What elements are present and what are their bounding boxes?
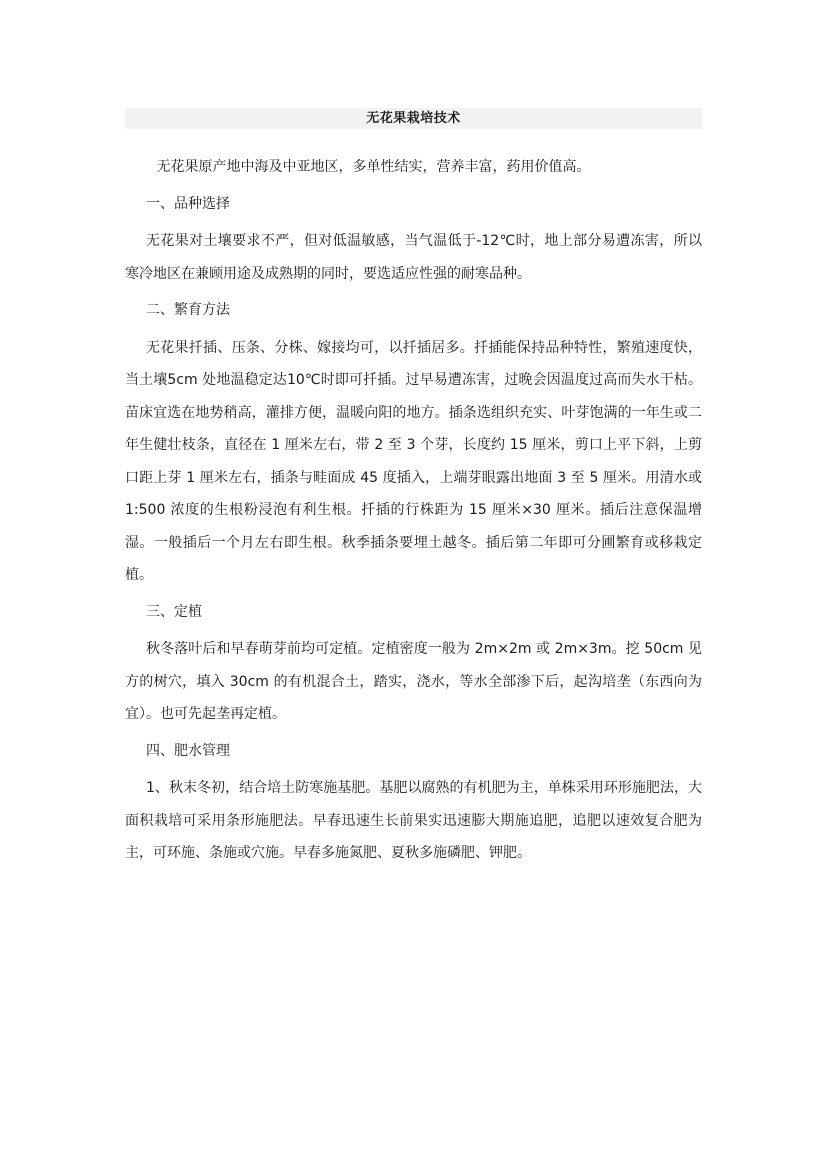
section-planting [125,596,702,731]
section-fertilizer-water [125,735,702,870]
document-title: 无花果栽培技术 [125,108,702,129]
section-heading: 二、繁育方法 [146,302,230,318]
section-paragraph: 无花果对土壤要求不严，但对低温敏感，当气温低于-12℃时，地上部分易遭冻害，所以寒冷地区在兼顾用途及成熟期的同时，要选适应性强的耐寒品种。 [125,233,702,282]
intro-paragraph: 无花果原产地中海及中亚地区，多单性结实，营养丰富，药用价值高。 [156,159,591,175]
section-paragraph: 无花果扦插、压条、分株、嫁接均可，以扦插居多。扦插能保持品种特性，繁殖速度快，当土壤5cm 处地温稳定达10℃时即可扦插。过早易遭冻害，过晚会因温度过高而失水干枯。苗床宜选在地势稍高，灌排方便，温暖向阳的地方。插条选组织充实、叶芽饱满的一年生或二年生健壮枝条，直径在 1 厘米左右，带 2 至 3 个芽，长度约 15 厘米，剪口上平下斜，上剪口距上芽 1 厘米左右，插条与畦面成 45 度插入，上端芽眼露出地面 3 至 5 厘米。用清水或 1:500 浓度的生根粉浸泡有利生根。扦插的行株距为 15 厘米×30 厘米。插后注意保温增湿。一般插后一个月左右即生根。秋季插条要埋土越冬。插后第二年即可分圃繁育或移栽定植。 [125,339,702,583]
section-heading: 四、肥水管理 [146,742,230,759]
section-heading: 三、定植 [146,603,202,620]
section-heading: 一、品种选择 [146,195,230,212]
section-variety-selection [125,188,702,291]
section-paragraph: 1、秋末冬初，结合培土防寒施基肥。基肥以腐熟的有机肥为主，单株采用环形施肥法，大面积栽培可采用条形施肥法。早春迅速生长前果实迅速膨大期施追肥，追肥以速效复合肥为主，可环施、条施或穴施。早春多施氮肥、夏秋多施磷肥、钾肥。 [125,780,702,861]
document-page [125,108,702,874]
section-propagation [125,294,702,592]
section-paragraph: 秋冬落叶后和早春萌芽前均可定植。定植密度一般为 2m×2m 或 2m×3m。挖 50cm 见方的树穴，填入 30cm 的有机混合土，踏实，浇水，等水全部渗下后，起沟培垄（东西向为宜）。也可先起垄再定植。 [125,641,702,722]
